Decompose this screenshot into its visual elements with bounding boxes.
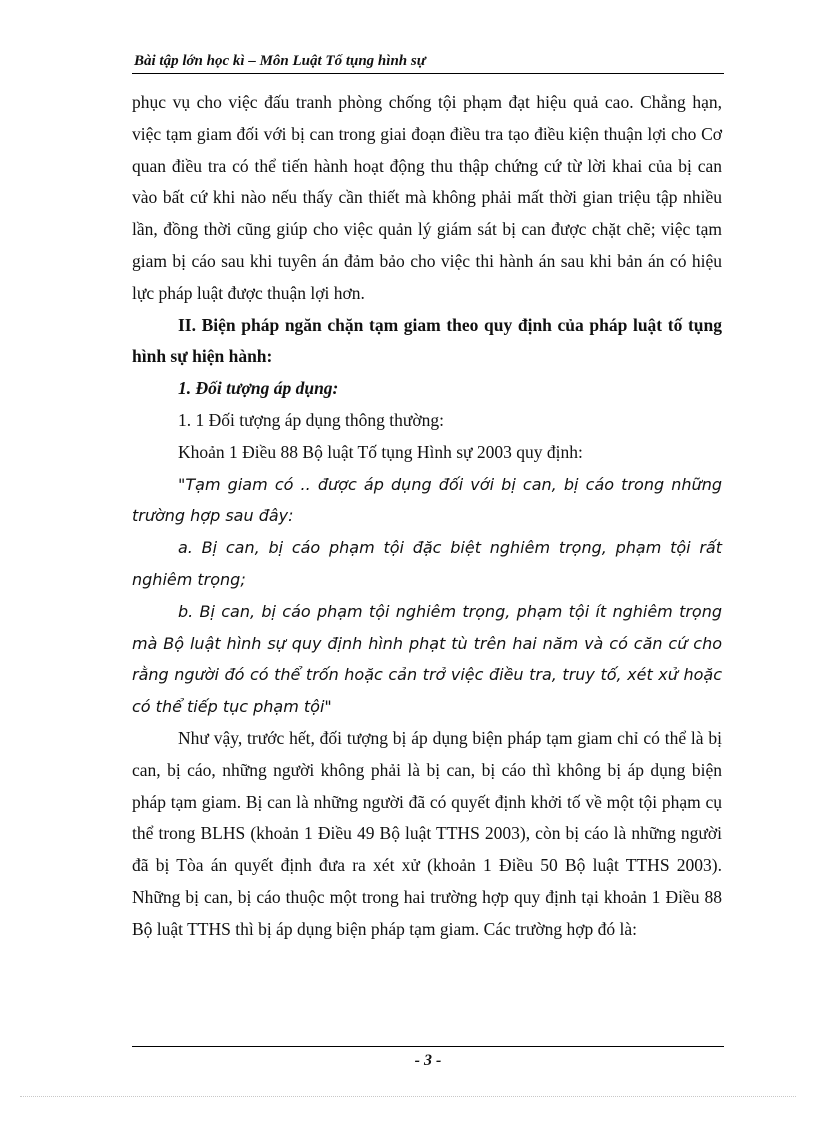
- header-divider: [132, 73, 724, 74]
- footer-divider: [132, 1046, 724, 1047]
- quote-intro: "Tạm giam có .. được áp dụng đối với bị can, bị cáo trong những trường hợp sau đây:: [132, 474, 722, 526]
- subsection-heading: 1. Đối tượng áp dụng:: [178, 378, 339, 399]
- page-body: [132, 87, 722, 946]
- quote-item-b: b. Bị can, bị cáo phạm tội nghiêm trọng, phạm tội ít nghiêm trọng mà Bộ luật hình sự quy định hình phạt tù trên hai năm và có căn cứ cho rằng người đó có thể trốn hoặc cản trở việc điều tra, truy tố, xét xử hoặc có thể tiếp tục phạm tội": [132, 601, 722, 717]
- page-bottom-border: [20, 1096, 796, 1097]
- intro-paragraph: phục vụ cho việc đấu tranh phòng chống tội phạm đạt hiệu quả cao. Chẳng hạn, việc tạm giam đối với bị can trong giai đoạn điều tra tạo điều kiện thuận lợi cho Cơ quan điều tra có thể tiến hành hoạt động thu thập chứng cứ từ lời khai của bị can vào bất cứ khi nào nếu thấy cần thiết mà không phải mất thời gian triệu tập nhiều lần, đồng thời cũng giúp cho việc quản lý giám sát bị can được chặt chẽ; việc tạm giam bị cáo sau khi tuyên án đảm bảo cho việc thi hành án sau khi bản án có hiệu lực pháp luật được thuận lợi hơn.: [132, 92, 722, 303]
- page-number: - 3 -: [414, 1052, 442, 1069]
- section-heading: II. Biện pháp ngăn chặn tạm giam theo quy định của pháp luật tố tụng hình sự hiện hành:: [132, 314, 722, 367]
- analysis-paragraph: Như vậy, trước hết, đối tượng bị áp dụng biện pháp tạm giam chỉ có thể là bị can, bị cáo, những người không phải là bị can, bị cáo thì không bị áp dụng biện pháp tạm giam. Bị can là những người đã có quyết định khởi tố về một tội phạm cụ thể trong BLHS (khoản 1 Điều 49 Bộ luật TTHS 2003), còn bị cáo là những người đã bị Tòa án quyết định đưa ra xét xử (khoản 1 Điều 50 Bộ luật TTHS 2003). Những bị can, bị cáo thuộc một trong hai trường hợp quy định tại khoản 1 Điều 88 Bộ luật TTHS thì bị áp dụng biện pháp tạm giam. Các trường hợp đó là:: [132, 727, 722, 939]
- running-header: Bài tập lớn học kì – Môn Luật Tố tụng hình sự: [134, 53, 426, 69]
- sub-subsection-heading: 1. 1 Đối tượng áp dụng thông thường:: [178, 409, 444, 430]
- law-reference: Khoản 1 Điều 88 Bộ luật Tố tụng Hình sự 2003 quy định:: [178, 441, 583, 462]
- quote-item-a: a. Bị can, bị cáo phạm tội đặc biệt nghiêm trọng, phạm tội rất nghiêm trọng;: [132, 538, 722, 589]
